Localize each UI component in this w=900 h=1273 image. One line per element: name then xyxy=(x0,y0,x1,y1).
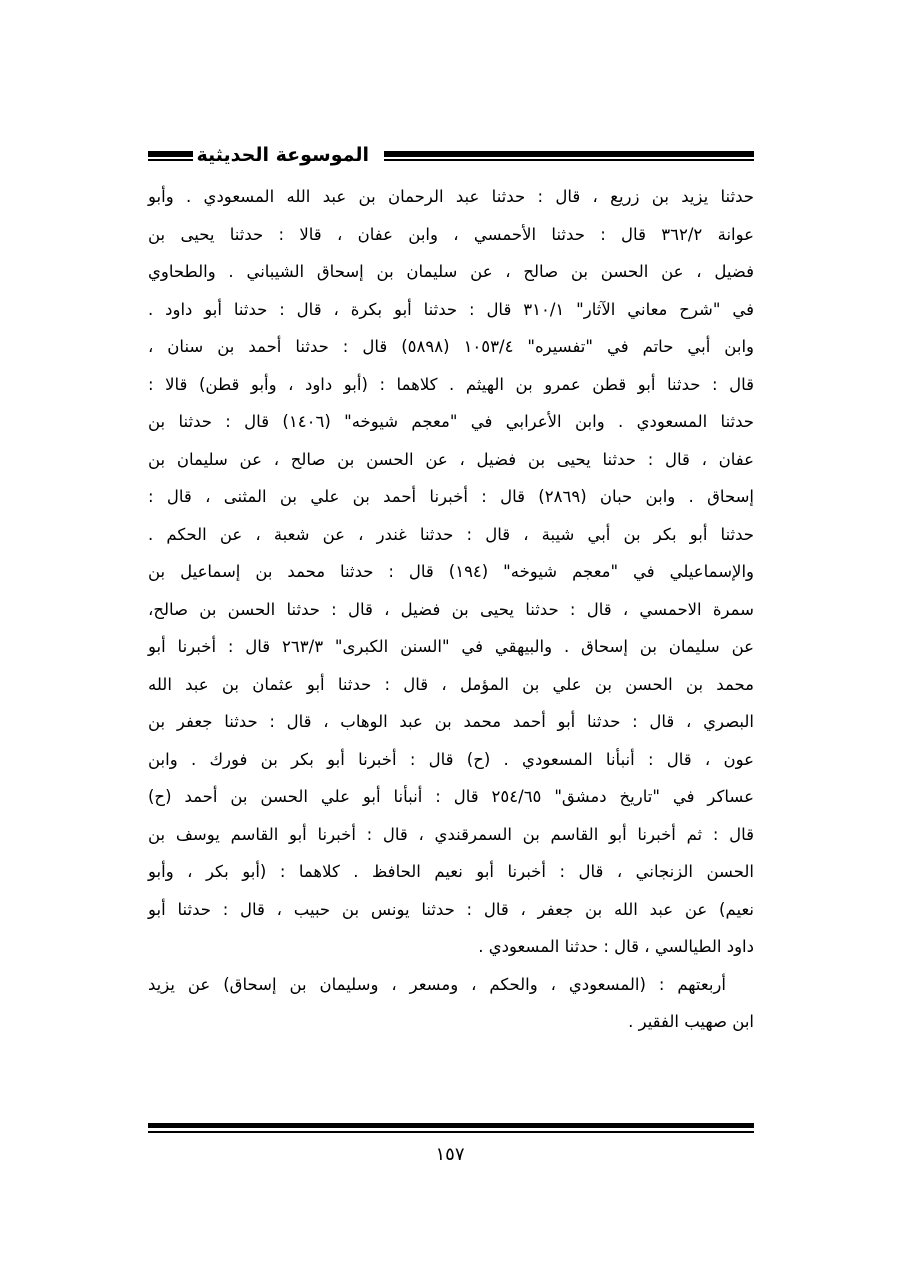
text-line: عوانة ٣٦٢/٢ قال : حدثنا الأحمسي ، وابن عفان ، قالا : حدثنا يحيى بن xyxy=(148,224,754,244)
text-line: عفان ، قال : حدثنا يحيى بن فضيل ، عن الحسن بن صالح ، عن سليمان بن xyxy=(148,449,754,469)
text-line: عون ، قال : أنبأنا المسعودي . (ح) قال : أخبرنا أبو بكر بن فورك . وابن xyxy=(148,749,754,769)
text-line: قال : ثم أخبرنا أبو القاسم بن السمرقندي ، قال : أخبرنا أبو القاسم يوسف بن xyxy=(148,824,754,844)
text-line: أربعتهم : (المسعودي ، والحكم ، ومسعر ، وسليمان بن إسحاق) عن يزيد xyxy=(148,974,726,994)
text-line: الحسن الزنجاني ، قال : أخبرنا أبو نعيم الحافظ . كلاهما : (أبو بكر ، وأبو xyxy=(148,862,754,881)
page-header xyxy=(148,140,754,170)
text-line: محمد بن الحسن بن علي بن المؤمل ، قال : حدثنا أبو عثمان بن عبد الله xyxy=(148,674,754,694)
text-line: ابن صهيب الفقير . xyxy=(628,1012,754,1031)
text-line: نعيم) عن عبد الله بن جعفر ، قال : حدثنا يونس بن حبيب ، قال : حدثنا أبو xyxy=(148,899,754,919)
text-line: وابن أبي حاتم في "تفسيره" ١٠٥٣/٤ (٥٨٩٨) قال : حدثنا أحمد بن سنان ، xyxy=(148,337,755,356)
text-line: حدثنا المسعودي . وابن الأعرابي في "معجم شيوخه" (١٤٠٦) قال : حدثنا بن xyxy=(148,412,754,431)
text-line: فضيل ، عن الحسن بن صالح ، عن سليمان بن إسحاق الشيباني . والطحاوي xyxy=(148,262,754,281)
text-line: عساكر في "تاريخ دمشق" ٢٥٤/٦٥ قال : أنبأنا أبو علي الحسن بن أحمد (ح) xyxy=(148,787,754,806)
header-rule-left xyxy=(148,151,193,157)
header-rule-left-thin xyxy=(148,159,193,161)
page-number: ١٥٧ xyxy=(435,1144,465,1165)
text-line: عن سليمان بن إسحاق . والبيهقي في "السنن الكبرى" ٢٦٣/٣ قال : أخبرنا أبو xyxy=(148,637,754,656)
main-text xyxy=(148,178,754,1041)
header-rule-right xyxy=(384,151,754,157)
text-line: البصري ، قال : حدثنا أبو أحمد محمد بن عبد الوهاب ، قال : حدثنا جعفر بن xyxy=(148,712,754,731)
text-line: داود الطيالسي ، قال : حدثنا المسعودي . xyxy=(478,937,754,956)
footer-rule-thin xyxy=(148,1131,754,1133)
running-title: الموسوعة الحديثية xyxy=(196,144,369,166)
text-line: قال : حدثنا أبو قطن عمرو بن الهيثم . كلاهما : (أبو داود ، وأبو قطن) قالا : xyxy=(148,374,754,394)
text-line: حدثنا يزيد بن زريع ، قال : حدثنا عبد الرحمان بن عبد الله المسعودي . وأبو xyxy=(148,187,754,206)
text-line: سمرة الاحمسي ، قال : حدثنا يحيى بن فضيل ، قال : حدثنا الحسن بن صالح، xyxy=(148,599,754,619)
text-line: حدثنا أبو بكر بن أبي شيبة ، قال : حدثنا غندر ، عن شعبة ، عن الحكم . xyxy=(148,524,754,544)
header-rule-right-thin xyxy=(384,159,754,161)
text-line: والإسماعيلي في "معجم شيوخه" (١٩٤) قال : حدثنا محمد بن إسماعيل بن xyxy=(148,562,754,581)
footer-rule xyxy=(148,1123,754,1128)
text-line: إسحاق . وابن حبان (٢٨٦٩) قال : أخبرنا أحمد بن علي بن المثنى ، قال : xyxy=(148,487,755,506)
text-line: في "شرح معاني الآثار" ٣١٠/١ قال : حدثنا أبو بكرة ، قال : حدثنا أبو داود . xyxy=(148,299,754,319)
